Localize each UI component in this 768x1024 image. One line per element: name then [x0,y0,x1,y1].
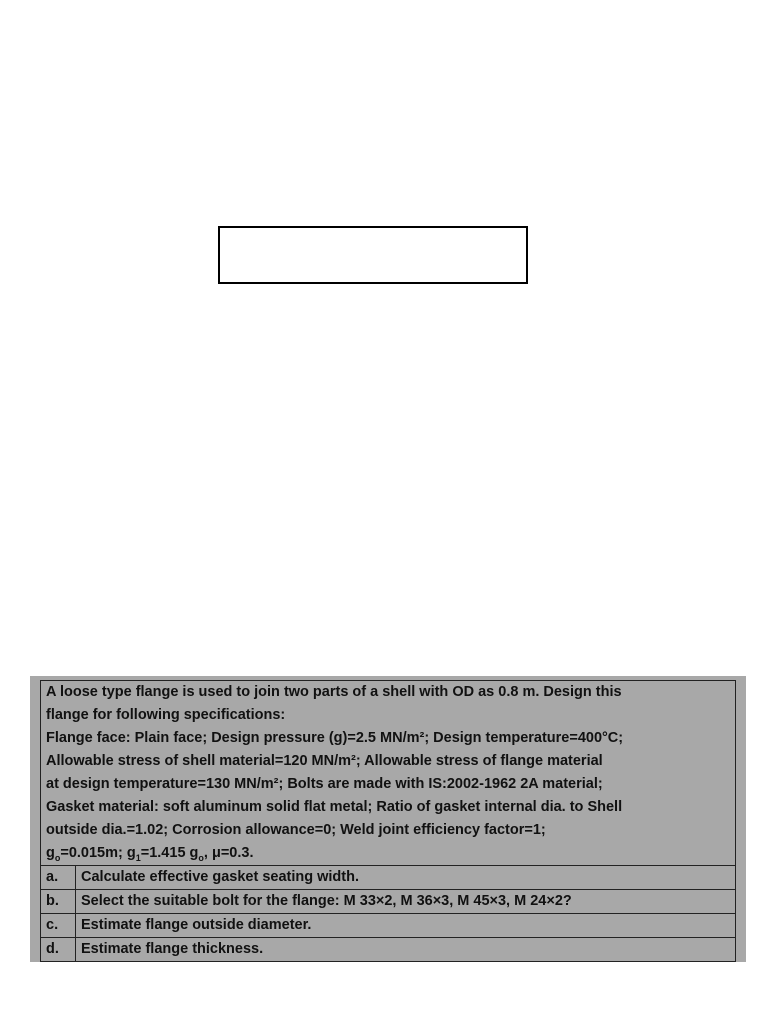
task-label: b. [41,890,76,914]
statement-row [41,681,736,866]
task-row [41,914,736,938]
statement-line: Flange face: Plain face; Design pressure (g)=2.5 MN/m²; Design temperature=400°C; [46,730,624,746]
text-part: =0.015m; g [60,845,136,861]
question-table [40,680,736,962]
text-part: g [46,845,55,861]
statement-line-last [46,842,730,865]
empty-answer-box [218,226,528,284]
task-label: a. [41,866,76,890]
subscript: o [198,852,204,863]
statement-line: A loose type flange is used to join two parts of a shell with OD as 0.8 m. Design this [46,684,622,700]
statement-line: Allowable stress of shell material=120 MN/m²; Allowable stress of flange material [46,753,603,769]
statement-line: at design temperature=130 MN/m²; Bolts are made with IS:2002-1962 2A material; [46,776,603,792]
task-row [41,890,736,914]
text-part: =1.415 g [140,845,199,861]
statement-line: outside dia.=1.02; Corrosion allowance=0; Weld joint efficiency factor=1; [46,822,546,838]
task-row [41,866,736,890]
task-text: Estimate flange thickness. [76,938,736,962]
subscript: 1 [135,852,141,863]
text-part: , μ=0.3. [203,845,254,861]
problem-statement [41,681,736,866]
subscript: o [54,852,61,863]
task-text: Estimate flange outside diameter. [76,914,736,938]
task-label: c. [41,914,76,938]
question-panel [30,676,746,962]
task-text: Calculate effective gasket seating width. [76,866,736,890]
task-label: d. [41,938,76,962]
statement-line: flange for following specifications: [46,707,286,723]
task-text: Select the suitable bolt for the flange: M 33×2, M 36×3, M 45×3, M 24×2? [76,890,736,914]
statement-line: Gasket material: soft aluminum solid flat metal; Ratio of gasket internal dia. to Shell [46,799,623,815]
task-row [41,938,736,962]
